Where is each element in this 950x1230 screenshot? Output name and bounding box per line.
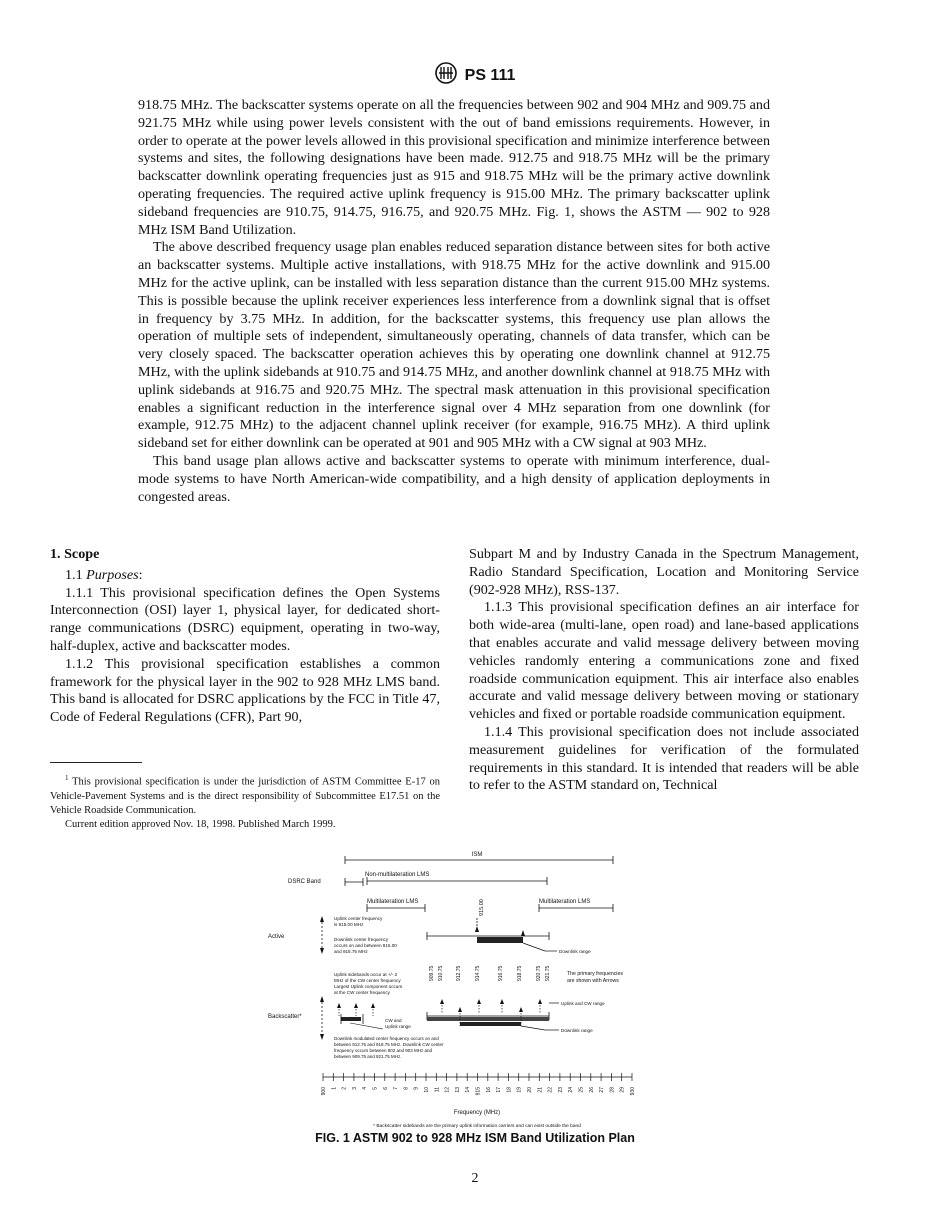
active-downlink-bar <box>477 937 523 943</box>
page-header <box>0 62 950 89</box>
intro-paragraph-2: The above described frequency usage plan enables reduced separation distance between sites for both active an backscatter systems. Multiple active installations, with 918.75 MHz for the active downlink and 915.00 MHz for the active uplink, can be installed with less separation distance than the current 915.00 MHz systems. This is possible because the uplink receiver experiences less interference from a downlink signal that is offset in frequency by 3.75 MHz. In addition, for the backscatter systems, this frequency use plan allows the operation of multiple sets of independent, simultaneously operating, channels of data transfer, which can be very closely spaced. The backscatter operation achieves this by operating one downlink channel at 912.75 MHz, with the uplink sidebands at 910.75 and 914.75 MHz, and another downlink channel at 918.75 MHz with uplink sidebands at 916.75 and 920.75 MHz. The spectral mask attenuation in this provisional specification enables a significant reduction in the interference signal over 4 MHz separation from one downlink (for example, 912.75 MHz) to the adjacent channel uplink receiver (for example, 916.75 MHz). A third uplink sideband set for either downlink can be operated at 901 and 905 MHz with a CW signal at 903 MHz. <box>138 239 770 452</box>
uplink-sidebands-note-2: MHz of the CW center frequency <box>334 978 401 983</box>
axis-tick-label: 11 <box>434 1087 441 1093</box>
axis-tick-label: 17 <box>496 1087 503 1093</box>
footnotes <box>50 771 440 832</box>
axis-tick-label: 22 <box>547 1087 554 1093</box>
astm-logo <box>435 62 457 89</box>
left-column <box>50 546 440 727</box>
axis-tick-label: 915 <box>475 1087 482 1096</box>
sideband-freq: 920.75 <box>536 965 542 981</box>
downlink-mod-note-4: between 909.75 and 921.75 MHz. <box>334 1054 402 1059</box>
sideband-freq: 916.75 <box>498 965 504 981</box>
downlink-center-note-3: and 918.75 MHz <box>334 949 368 954</box>
downlink-mod-note-1: Downlink modulated center frequency occurs on and <box>334 1036 439 1041</box>
footnote-1-text: This provisional specification is under the jurisdiction of ASTM Committee E-17 on Vehicle-Pavement Systems and is the direct responsibility of Subcommittee E17.51 on the Vehicle Roadside Communication. <box>50 776 440 816</box>
ism-label: ISM <box>471 852 483 858</box>
axis-tick-label: 14 <box>465 1087 472 1093</box>
footnote-mark: 1 <box>65 774 69 782</box>
axis-tick-label: 8 <box>403 1087 410 1090</box>
sideband-freq: 921.75 <box>545 965 551 981</box>
axis-tick-label: 2 <box>341 1087 348 1090</box>
intro-paragraph-1: 918.75 MHz. The backscatter systems operate on all the frequencies between 902 and 904 MHz and 909.75 and 921.75 MHz while using power levels consistent with the out of band emissions requirements. However, in order to operate at the power levels allowed in this provisional specification and minimize interference between systems and sites, the following designations have been made. 912.75 and 918.75 MHz will be the primary backscatter downlink operating frequencies just as 915 and 918.75 MHz will be the primary active downlink operating frequencies. The required active uplink frequency is 915.00 MHz. The primary backscatter uplink sideband frequencies are 910.75, 914.75, 916.75, and 920.75 MHz. Fig. 1, shows the ASTM — 902 to 928 MHz ISM Band Utilization. <box>138 97 770 238</box>
primary-freq-note-1: The primary frequencies <box>567 971 623 977</box>
paragraph-1-1-3: 1.1.3 This provisional specification defines an air interface for both wide-area (multi-lane, open road) and lane-based applications that enables accurate and valid message delivery between moving vehicles randomly entering a communications zone and fixed roadside communication equipment. This air interface also enables accurate and valid message delivery between moving or stationary vehicles and fixed or portable roadside communication equipment. <box>469 599 859 723</box>
uplink-sidebands-note-3: Largest Uplink component occurs <box>334 984 403 989</box>
figure-footnote: * Backscatter sidebands are the primary uplink information carriers and can exist outside the band <box>373 1124 581 1129</box>
backscatter-uplink-bar <box>427 1017 549 1021</box>
axis-tick-label: 930 <box>630 1087 636 1096</box>
footnote-edition: Current edition approved Nov. 18, 1998. Published March 1999. <box>65 818 336 830</box>
paragraph-1-1-2: 1.1.2 This provisional specification establishes a common framework for the physical layer in the 902 to 928 MHz LMS band. This band is allocated for DSRC applications by the FCC in Title 47, Code of Federal Regulations (CFR), Part 90, <box>50 655 440 726</box>
dsrc-band-label: DSRC Band <box>288 879 321 885</box>
axis-tick-label: 1 <box>331 1087 338 1090</box>
sideband-freq: 914.75 <box>475 965 481 981</box>
axis-tick-label: 18 <box>506 1087 513 1093</box>
axis-tick-label: 26 <box>588 1087 595 1093</box>
figure-caption: FIG. 1 ASTM 902 to 928 MHz ISM Band Utilization Plan <box>315 1131 635 1145</box>
axis-ticks <box>321 1073 636 1095</box>
downlink-range-label-active: Downlink range <box>559 949 591 954</box>
active-label: Active <box>268 934 285 940</box>
uplink-center-note-1: Uplink center frequency <box>334 916 383 921</box>
paragraph-1-1-1: 1.1.1 This provisional specification defines the Open Systems Interconnection (OSI) layer 1, physical layer, for dedicated short-range communications (DSRC) equipment, operating in two-way, half-duplex, active and backscatter modes. <box>50 584 440 654</box>
axis-tick-label: 3 <box>351 1087 358 1090</box>
axis-tick-label: 19 <box>516 1087 523 1093</box>
cw-uplink-label-2: Uplink range <box>385 1024 411 1029</box>
multilateration-left-label: Multilateration LMS <box>367 899 419 905</box>
freq-915-label: 915.00 <box>479 899 485 916</box>
downlink-center-note-2: occurs on and between 915.00 <box>334 943 397 948</box>
purposes-colon: : <box>138 566 143 583</box>
cw-uplink-label-1: CW and <box>385 1018 402 1023</box>
sideband-freq: 912.75 <box>456 965 462 981</box>
sideband-freq: 909.75 <box>429 965 435 981</box>
axis-tick-label: 21 <box>537 1087 544 1093</box>
axis-tick-label: 23 <box>557 1087 564 1093</box>
paragraph-1-1-4: 1.1.4 This provisional specification does not include associated measurement guidelines for verification of the formulated requirements in this standard. It is intended that readers will be able to refer to the ASTM standard on, Technical <box>469 723 859 794</box>
downlink-mod-note-3: frequency occurs between 902 and 903 MHz and <box>334 1048 433 1053</box>
primary-frequency-arrows <box>440 999 542 1026</box>
uplink-cw-range-label: Uplink and CW range <box>561 1001 605 1006</box>
backscatter-downlink-bar <box>460 1022 521 1026</box>
purposes-heading <box>50 567 440 585</box>
footnote-1 <box>50 771 440 818</box>
intro-paragraph-3: This band usage plan allows active and backscatter systems to operate with minimum interference, dual-mode systems to have North American-wide compatibility, and a high density of application deployments in congested areas. <box>138 452 770 505</box>
figure-band-plan <box>255 846 655 1132</box>
axis-tick-label: 13 <box>454 1087 461 1093</box>
multilateration-right-label: Multilateration LMS <box>539 899 591 905</box>
axis-tick-label: 27 <box>599 1087 606 1093</box>
downlink-center-note-1: Downlink center frequency <box>334 937 389 942</box>
axis-tick-label: 10 <box>424 1087 430 1093</box>
designation: PS 111 <box>464 66 516 84</box>
intro-section <box>138 97 770 506</box>
sideband-freq: 910.75 <box>438 965 444 981</box>
sideband-freq: 918.75 <box>517 965 523 981</box>
axis-tick-label: 900 <box>321 1087 327 1096</box>
purposes-number: 1.1 <box>65 566 87 583</box>
axis-tick-label: 9 <box>413 1087 420 1090</box>
axis-tick-label: 16 <box>485 1087 492 1093</box>
axis-tick-label: 29 <box>619 1087 626 1093</box>
downlink-range-label-backscatter: Downlink range <box>561 1028 593 1033</box>
axis-tick-label: 24 <box>568 1087 575 1093</box>
primary-freq-note-2: are shown with Arrows <box>567 978 619 984</box>
page-number: 2 <box>471 1171 479 1186</box>
axis-tick-label: 12 <box>444 1087 451 1093</box>
sideband-frequency-labels <box>429 965 551 981</box>
uplink-sidebands-note-1: Uplink sidebands occur at +/- 2 <box>334 972 398 977</box>
purposes-label: Purposes <box>86 566 139 583</box>
axis-tick-label: 5 <box>372 1087 379 1090</box>
paragraph-1-1-2-continued: Subpart M and by Industry Canada in the Spectrum Management, Radio Standard Specification, Location and Monitoring Service (902-928 MHz), RSS-137. <box>469 546 859 598</box>
axis-tick-label: 20 <box>527 1087 533 1093</box>
right-column <box>469 546 859 795</box>
uplink-center-note-2: is 915.00 MHz <box>334 922 364 927</box>
downlink-mod-note-2: between 912.75 and 918.75 MHz. Downlink CW center <box>334 1042 444 1047</box>
section-heading-scope: 1. Scope <box>50 546 100 562</box>
axis-tick-label: 25 <box>578 1087 585 1093</box>
axis-tick-label: 4 <box>362 1087 369 1090</box>
backscatter-label: Backscatter* <box>268 1014 302 1020</box>
axis-tick-label: 6 <box>382 1087 389 1090</box>
axis-tick-label: 28 <box>609 1087 616 1093</box>
non-multilateration-label: Non-multilateration LMS <box>365 872 430 878</box>
uplink-sidebands-note-4: at the CW center frequency <box>334 990 390 995</box>
axis-tick-label: 7 <box>393 1087 400 1090</box>
footnote-divider <box>50 762 142 763</box>
axis-label: Frequency (MHz) <box>453 1110 501 1116</box>
